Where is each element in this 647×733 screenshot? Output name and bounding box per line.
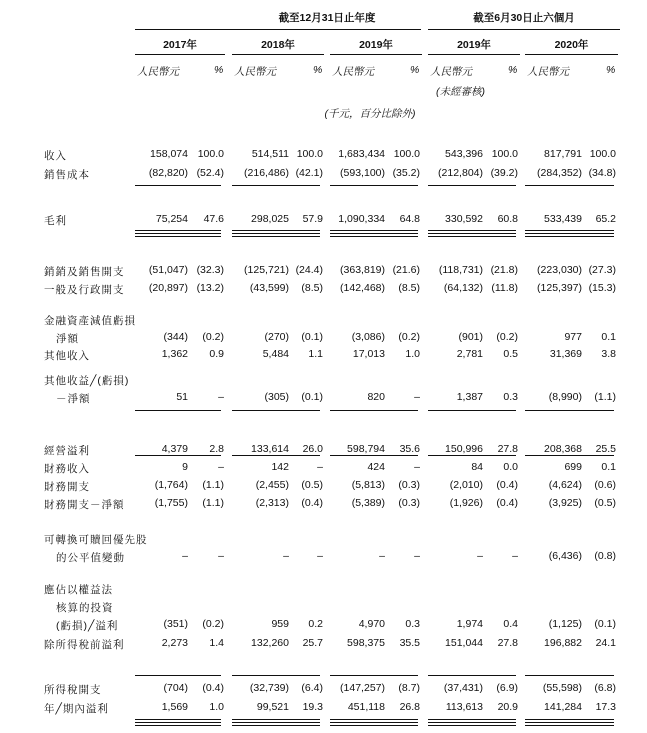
double-underline [232, 722, 320, 726]
row-label: 年╱期內溢利 [44, 703, 109, 715]
percent-cell: 100.0 [197, 148, 224, 160]
percent-cell: (0.5) [594, 497, 616, 509]
percent-cell: 57.9 [302, 213, 323, 225]
percent-cell: 64.8 [399, 213, 420, 225]
percent-cell: (52.4) [196, 167, 224, 179]
amount-cell: (344) [163, 331, 188, 343]
percent-cell: 47.6 [203, 213, 224, 225]
row-label: 可轉換可贖回優先股 [44, 534, 148, 546]
percent-cell: 27.8 [497, 637, 518, 649]
single-underline [428, 455, 516, 456]
amount-cell: 113,613 [445, 701, 483, 713]
percent-cell: 100.0 [393, 148, 420, 160]
year-header: 2018年 [261, 39, 295, 51]
single-underline [428, 410, 516, 411]
percent-cell: 25.7 [302, 637, 323, 649]
percent-cell: 0.3 [503, 391, 518, 403]
column-header-percent: % [508, 64, 518, 76]
percent-cell: – [317, 550, 323, 562]
percent-cell: 100.0 [589, 148, 616, 160]
percent-cell: – [414, 461, 420, 473]
percent-cell: 27.8 [497, 443, 518, 455]
amount-cell: (5,389) [351, 497, 385, 509]
row-label: 收入 [44, 150, 67, 162]
amount-cell: 142 [271, 461, 289, 473]
percent-cell: 26.8 [399, 701, 420, 713]
row-label: 其他收入 [44, 350, 90, 362]
amount-cell: 31,369 [549, 348, 582, 360]
amount-cell: (118,731) [438, 264, 483, 276]
percent-cell: (6.8) [594, 682, 616, 694]
row-label: 應佔以權益法 [44, 584, 113, 596]
amount-cell: (212,804) [438, 167, 483, 179]
amount-cell: 196,882 [544, 637, 582, 649]
column-header-percent: % [606, 64, 616, 76]
percent-cell: 26.0 [302, 443, 323, 455]
percent-cell: 24.1 [595, 637, 616, 649]
percent-cell: (13.2) [196, 282, 224, 294]
single-underline [330, 410, 418, 411]
double-underline [330, 722, 418, 726]
amount-cell: 533,439 [544, 213, 582, 225]
amount-cell: (223,030) [537, 264, 582, 276]
amount-cell: 598,375 [347, 637, 385, 649]
single-underline [135, 675, 221, 676]
amount-cell: 84 [471, 461, 483, 473]
percent-cell: (0.2) [202, 618, 224, 630]
percent-cell: (0.3) [398, 479, 420, 491]
year-header: 2017年 [163, 39, 197, 51]
amount-cell: 598,794 [347, 443, 385, 455]
year-header: 2019年 [359, 39, 393, 51]
percent-cell: 65.2 [595, 213, 616, 225]
amount-cell: (55,598) [542, 682, 582, 694]
amount-cell: 2,273 [161, 637, 188, 649]
column-header-percent: % [313, 64, 323, 76]
percent-cell: 1.0 [405, 348, 420, 360]
percent-cell: 100.0 [296, 148, 323, 160]
percent-cell: – [218, 550, 224, 562]
amount-cell: (43,599) [249, 282, 289, 294]
percent-cell: (0.4) [301, 497, 323, 509]
row-label: －淨額 [56, 393, 91, 405]
row-label: 其他收益╱(虧損) [44, 375, 130, 387]
percent-cell: (6.9) [496, 682, 518, 694]
row-label: 淨額 [56, 333, 79, 345]
amount-cell: (901) [458, 331, 483, 343]
percent-cell: 0.2 [308, 618, 323, 630]
amount-cell: (37,431) [443, 682, 483, 694]
amount-cell: 820 [367, 391, 385, 403]
amount-cell: (284,352) [537, 167, 582, 179]
amount-cell: 208,368 [544, 443, 582, 455]
row-label: 財務開支－淨額 [44, 499, 125, 511]
amount-cell: (8,990) [548, 391, 582, 403]
single-underline [428, 185, 516, 186]
amount-cell: 298,025 [251, 213, 289, 225]
percent-cell: (8.7) [398, 682, 420, 694]
amount-cell: 2,781 [456, 348, 483, 360]
percent-cell: 17.3 [595, 701, 616, 713]
amount-cell: 150,996 [445, 443, 483, 455]
row-label: 所得稅開支 [44, 684, 102, 696]
percent-cell: 1.4 [209, 637, 224, 649]
percent-cell: (21.6) [392, 264, 420, 276]
amount-cell: 9 [182, 461, 188, 473]
amount-cell: 158,074 [150, 148, 188, 160]
percent-cell: 0.9 [209, 348, 224, 360]
double-underline [232, 233, 320, 237]
amount-cell: 4,970 [358, 618, 385, 630]
unit-note: (千元，百分比除外) [324, 108, 416, 120]
percent-cell: (6.4) [301, 682, 323, 694]
group-rule-fiscal-year [135, 29, 421, 30]
row-label: 財務收入 [44, 463, 90, 475]
single-underline [232, 675, 320, 676]
amount-cell: (2,313) [255, 497, 289, 509]
row-label: 毛利 [44, 215, 67, 227]
row-label: 核算的投資 [56, 602, 114, 614]
amount-cell: (270) [264, 331, 289, 343]
row-label: 銷銷及銷售開支 [44, 266, 125, 278]
amount-cell: (64,132) [443, 282, 483, 294]
amount-cell: (32,739) [249, 682, 289, 694]
percent-cell: 0.3 [405, 618, 420, 630]
percent-cell: (0.6) [594, 479, 616, 491]
amount-cell: – [477, 550, 483, 562]
column-header-amount: 人民幣元 [332, 66, 374, 78]
single-underline [330, 455, 418, 456]
percent-cell: (0.2) [202, 331, 224, 343]
amount-cell: (216,486) [244, 167, 289, 179]
percent-cell: (0.1) [301, 391, 323, 403]
row-label: 除所得稅前溢利 [44, 639, 125, 651]
percent-cell: 25.5 [595, 443, 616, 455]
amount-cell: 1,974 [456, 618, 483, 630]
row-label: 銷售成本 [44, 169, 90, 181]
amount-cell: 451,118 [347, 701, 385, 713]
percent-cell: 0.1 [601, 461, 616, 473]
year-rule [232, 54, 324, 55]
percent-cell: 100.0 [491, 148, 518, 160]
amount-cell: 151,044 [445, 637, 483, 649]
double-underline [428, 722, 516, 726]
percent-cell: 35.6 [399, 443, 420, 455]
double-underline [330, 233, 418, 237]
amount-cell: (125,397) [537, 282, 582, 294]
percent-cell: (15.3) [588, 282, 616, 294]
amount-cell: 1,569 [161, 701, 188, 713]
row-label: 財務開支 [44, 481, 90, 493]
single-underline [330, 675, 418, 676]
percent-cell: 0.0 [503, 461, 518, 473]
percent-cell: 60.8 [497, 213, 518, 225]
percent-cell: 19.3 [302, 701, 323, 713]
amount-cell: 17,013 [352, 348, 385, 360]
amount-cell: 141,284 [544, 701, 582, 713]
percent-cell: (34.8) [588, 167, 616, 179]
percent-cell: – [414, 550, 420, 562]
percent-cell: 0.5 [503, 348, 518, 360]
double-underline [525, 722, 614, 726]
amount-cell: (3,086) [351, 331, 385, 343]
amount-cell: 424 [367, 461, 385, 473]
percent-cell: (27.3) [588, 264, 616, 276]
year-rule [135, 54, 225, 55]
amount-cell: (82,820) [148, 167, 188, 179]
percent-cell: – [414, 391, 420, 403]
single-underline [428, 675, 516, 676]
group-header-fiscal-year: 截至12月31日止年度 [278, 12, 376, 24]
amount-cell: 817,791 [544, 148, 582, 160]
percent-cell: (0.1) [301, 331, 323, 343]
single-underline [232, 185, 320, 186]
single-underline [135, 185, 221, 186]
column-header-amount: 人民幣元 [527, 66, 569, 78]
percent-cell: (0.4) [496, 479, 518, 491]
double-underline [135, 722, 221, 726]
percent-cell: (32.3) [196, 264, 224, 276]
amount-cell: 99,521 [256, 701, 289, 713]
column-header-amount: 人民幣元 [430, 66, 472, 78]
year-rule [330, 54, 422, 55]
unaudited-note: (未經審核) [436, 86, 485, 98]
amount-cell: (3,925) [548, 497, 582, 509]
amount-cell: (20,897) [148, 282, 188, 294]
amount-cell: 977 [564, 331, 582, 343]
row-label: 的公平值變動 [56, 552, 125, 564]
amount-cell: (4,624) [548, 479, 582, 491]
amount-cell: 132,260 [251, 637, 289, 649]
amount-cell: (51,047) [148, 264, 188, 276]
percent-cell: 2.8 [209, 443, 224, 455]
group-header-six-months: 截至6月30日止六個月 [473, 12, 575, 24]
amount-cell: – [182, 550, 188, 562]
amount-cell: 959 [271, 618, 289, 630]
percent-cell: 0.1 [601, 331, 616, 343]
amount-cell: 5,484 [262, 348, 289, 360]
percent-cell: (1.1) [594, 391, 616, 403]
column-header-percent: % [214, 64, 224, 76]
percent-cell: – [512, 550, 518, 562]
year-rule [428, 54, 520, 55]
column-header-amount: 人民幣元 [137, 66, 179, 78]
amount-cell: (1,926) [449, 497, 483, 509]
percent-cell: (24.4) [295, 264, 323, 276]
single-underline [525, 410, 614, 411]
single-underline [525, 185, 614, 186]
percent-cell: (0.2) [398, 331, 420, 343]
percent-cell: (0.1) [594, 618, 616, 630]
percent-cell: (35.2) [392, 167, 420, 179]
amount-cell: 699 [564, 461, 582, 473]
row-label: 經營溢利 [44, 445, 90, 457]
double-underline [135, 233, 221, 237]
column-header-percent: % [410, 64, 420, 76]
amount-cell: 75,254 [155, 213, 188, 225]
percent-cell: 1.0 [209, 701, 224, 713]
amount-cell: 1,683,434 [338, 148, 385, 160]
percent-cell: – [218, 461, 224, 473]
percent-cell: (0.3) [398, 497, 420, 509]
amount-cell: (147,257) [340, 682, 385, 694]
percent-cell: (1.1) [202, 479, 224, 491]
percent-cell: (0.5) [301, 479, 323, 491]
single-underline [135, 455, 221, 456]
amount-cell: (142,468) [340, 282, 385, 294]
percent-cell: (0.8) [594, 550, 616, 562]
amount-cell: 330,592 [445, 213, 483, 225]
year-header: 2019年 [457, 39, 491, 51]
single-underline [135, 410, 221, 411]
amount-cell: – [283, 550, 289, 562]
amount-cell: – [379, 550, 385, 562]
amount-cell: (2,455) [255, 479, 289, 491]
amount-cell: 1,387 [456, 391, 483, 403]
amount-cell: 1,090,334 [338, 213, 385, 225]
single-underline [330, 185, 418, 186]
percent-cell: (0.4) [202, 682, 224, 694]
amount-cell: (1,755) [154, 497, 188, 509]
year-rule [525, 54, 618, 55]
double-underline [525, 233, 614, 237]
amount-cell: (593,100) [340, 167, 385, 179]
amount-cell: 51 [176, 391, 188, 403]
amount-cell: (704) [163, 682, 188, 694]
row-label: 一般及行政開支 [44, 284, 125, 296]
percent-cell: – [218, 391, 224, 403]
amount-cell: 133,614 [251, 443, 289, 455]
amount-cell: (305) [264, 391, 289, 403]
column-header-amount: 人民幣元 [234, 66, 276, 78]
amount-cell: (351) [163, 618, 188, 630]
amount-cell: (1,764) [154, 479, 188, 491]
percent-cell: (21.8) [490, 264, 518, 276]
amount-cell: 514,511 [251, 148, 289, 160]
row-label: 金融資產減值虧損 [44, 315, 136, 327]
percent-cell: 3.8 [601, 348, 616, 360]
percent-cell: (42.1) [295, 167, 323, 179]
amount-cell: 1,362 [161, 348, 188, 360]
percent-cell: – [317, 461, 323, 473]
single-underline [525, 675, 614, 676]
amount-cell: 4,379 [161, 443, 188, 455]
single-underline [232, 410, 320, 411]
percent-cell: 35.5 [399, 637, 420, 649]
amount-cell: (6,436) [548, 550, 582, 562]
amount-cell: (1,125) [548, 618, 582, 630]
percent-cell: (0.4) [496, 497, 518, 509]
percent-cell: (39.2) [490, 167, 518, 179]
percent-cell: (11.8) [491, 282, 518, 294]
double-underline [428, 233, 516, 237]
percent-cell: 20.9 [497, 701, 518, 713]
amount-cell: (2,010) [449, 479, 483, 491]
percent-cell: 0.4 [503, 618, 518, 630]
percent-cell: (8.5) [398, 282, 420, 294]
year-header: 2020年 [554, 39, 589, 51]
amount-cell: 543,396 [445, 148, 483, 160]
percent-cell: (1.1) [202, 497, 224, 509]
percent-cell: (0.2) [496, 331, 518, 343]
amount-cell: (5,813) [351, 479, 385, 491]
single-underline [232, 455, 320, 456]
single-underline [525, 455, 614, 456]
group-rule-six-months [428, 29, 620, 30]
row-label: (虧損)╱溢利 [56, 620, 119, 632]
percent-cell: 1.1 [308, 348, 323, 360]
amount-cell: (363,819) [340, 264, 385, 276]
percent-cell: (8.5) [301, 282, 323, 294]
amount-cell: (125,721) [244, 264, 289, 276]
